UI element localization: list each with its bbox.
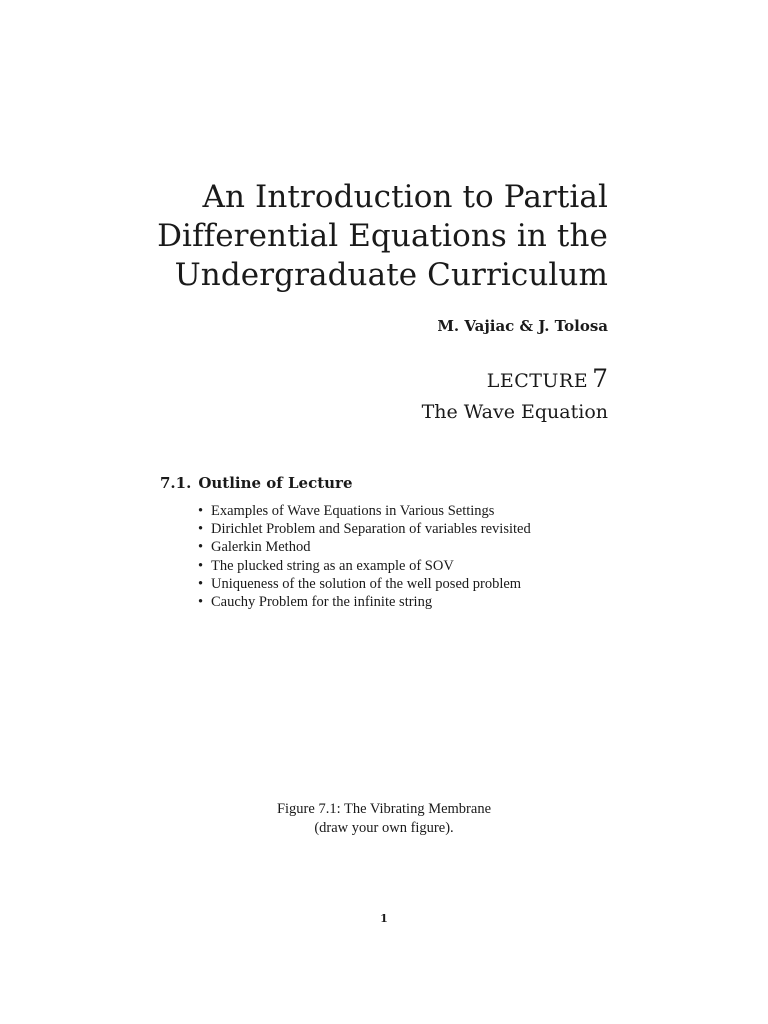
list-item-text: Cauchy Problem for the infinite string bbox=[211, 594, 433, 611]
lecture-heading bbox=[487, 364, 608, 393]
title-line: Differential Equations in the bbox=[157, 218, 608, 254]
list-item bbox=[198, 557, 531, 575]
bullet: • bbox=[198, 503, 204, 519]
list-item-text: The plucked string as an example of SOV bbox=[211, 557, 454, 574]
bullet: • bbox=[198, 575, 204, 592]
figure-caption-line: (draw your own figure). bbox=[314, 820, 454, 836]
list-item-text: Uniqueness of the solution of the well posed problem bbox=[211, 575, 522, 592]
list-item-text: Galerkin Method bbox=[211, 539, 311, 556]
list-item bbox=[198, 520, 531, 538]
figure-caption-line: Figure 7.1: The Vibrating Membrane bbox=[276, 801, 492, 817]
list-item-text: Dirichlet Problem and Separation of variables revisited bbox=[211, 521, 531, 538]
list-item bbox=[198, 538, 531, 556]
lecture-subtitle: The Wave Equation bbox=[421, 401, 608, 423]
section-heading bbox=[160, 473, 352, 493]
document-title bbox=[88, 178, 608, 295]
bullet: • bbox=[198, 557, 204, 574]
bullet: • bbox=[198, 521, 204, 538]
list-item bbox=[198, 575, 531, 593]
figure-caption bbox=[184, 800, 584, 838]
lecture-label: LECTURE bbox=[486, 370, 589, 392]
lecture-number: 7 bbox=[592, 364, 608, 393]
title-line: An Introduction to Partial bbox=[202, 179, 608, 215]
list-item-text: Examples of Wave Equations in Various Settings bbox=[211, 503, 495, 519]
bullet: • bbox=[198, 594, 204, 611]
list-item bbox=[198, 593, 531, 611]
section-number: 7.1. bbox=[160, 474, 192, 492]
outline-list bbox=[198, 502, 531, 611]
authors: M. Vajiac & J. Tolosa bbox=[437, 317, 608, 335]
list-item bbox=[198, 502, 531, 520]
title-line: Undergraduate Curriculum bbox=[174, 257, 608, 293]
page-number: 1 bbox=[380, 912, 388, 925]
section-title: Outline of Lecture bbox=[198, 474, 353, 492]
bullet: • bbox=[198, 539, 204, 556]
